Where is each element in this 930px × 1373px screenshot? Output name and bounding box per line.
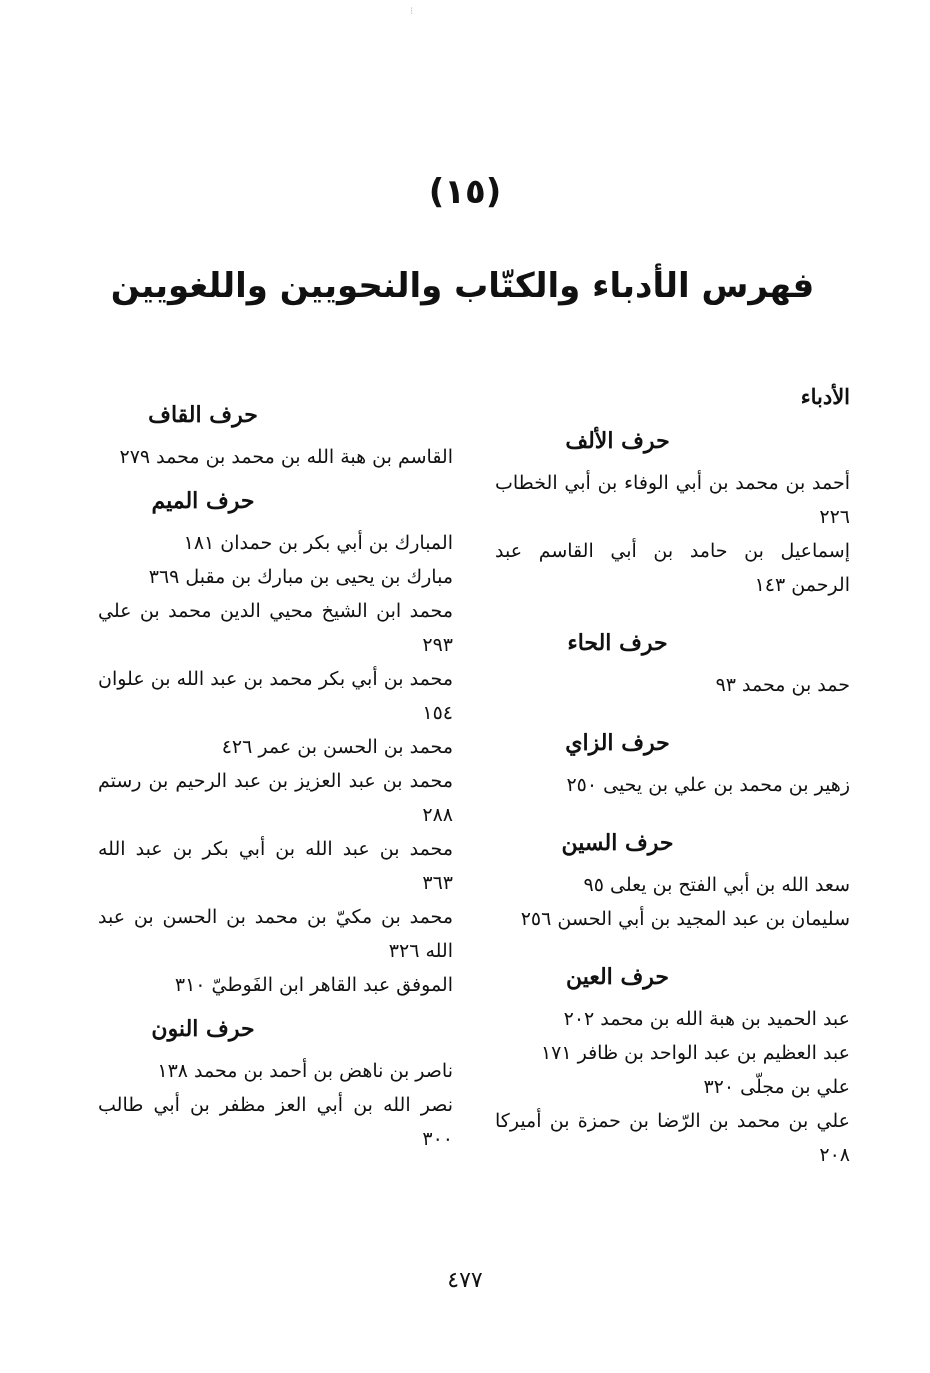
letter-group (98, 398, 453, 474)
letter-heading: حرف الألف (565, 428, 670, 454)
letter-heading: حرف العين (565, 964, 670, 990)
index-title: فهرس الأدباء والكتّاب والنحويين واللغويين (110, 266, 815, 306)
index-entry: إسماعيل بن حامد بن أبي القاسم عبد الرحمن ١٤٣ (495, 540, 850, 596)
letter-group (495, 424, 850, 602)
index-entry: محمد بن مكيّ بن محمد بن الحسن بن عبد الله ٣٢٦ (98, 906, 453, 962)
index-entry: عبد الحميد بن هبة الله بن محمد ٢٠٢ (563, 1008, 850, 1030)
letter-heading: حرف النون (151, 1016, 255, 1042)
index-entry: محمد ابن الشيخ محيي الدين محمد بن علي ٢٩٣ (98, 600, 453, 656)
letter-group (98, 484, 453, 1002)
letter-group (495, 726, 850, 802)
index-entry: محمد بن أبي بكر محمد بن عبد الله بن علوان ١٥٤ (98, 668, 453, 724)
letter-group (495, 826, 850, 936)
index-entry: عبد العظيم بن عبد الواحد بن ظافر ١٧١ (540, 1042, 850, 1064)
letter-heading: حرف الحاء (567, 630, 668, 656)
index-entry: زهير بن محمد بن علي بن يحيى ٢٥٠ (566, 774, 850, 796)
index-entry: المبارك بن أبي بكر بن حمدان ١٨١ (183, 532, 453, 554)
scan-mark: ⁝ (410, 6, 414, 17)
category-label: الأدباء (800, 384, 850, 409)
letter-group (98, 1012, 453, 1156)
index-entry: محمد بن عبد العزيز بن عبد الرحيم بن رستم ٢٨٨ (98, 770, 453, 826)
index-entry: القاسم بن هبة الله بن محمد بن محمد ٢٧٩ (119, 446, 453, 468)
letter-heading: حرف السين (561, 830, 674, 856)
letter-heading: حرف القاف (148, 402, 258, 428)
index-entry: علي بن مجلّى ٣٢٠ (703, 1076, 850, 1098)
index-entry: نصر الله بن أبي العز مظفر بن أبي طالب ٣٠٠ (98, 1094, 453, 1150)
letter-group (495, 626, 850, 702)
index-entry: أحمد بن محمد بن أبي الوفاء بن أبي الخطاب ٢٢٦ (495, 472, 850, 528)
index-entry: مبارك بن يحيى بن مبارك بن مقبل ٣٦٩ (148, 566, 453, 588)
index-entry: ناصر بن ناهض بن أحمد بن محمد ١٣٨ (157, 1060, 453, 1082)
left-column (98, 388, 453, 1156)
index-entry: محمد بن عبد الله بن أبي بكر بن عبد الله ٣٦٣ (98, 838, 453, 894)
letter-heading: حرف الميم (151, 488, 255, 514)
index-entry: الموفق عبد القاهر ابن الفَوطيّ ٣١٠ (174, 974, 453, 996)
letter-group (495, 960, 850, 1172)
index-entry: محمد بن الحسن بن عمر ٤٢٦ (221, 736, 453, 758)
index-entry: سليمان بن عبد المجيد بن أبي الحسن ٢٥٦ (520, 908, 850, 930)
letter-heading: حرف الزاي (565, 730, 670, 756)
section-number: (١٥) (428, 172, 502, 212)
index-entry: حمد بن محمد ٩٣ (715, 674, 850, 696)
index-entry: علي بن محمد بن الرّضا بن حمزة بن أميركا ٢٠٨ (495, 1110, 850, 1166)
index-entry: سعد الله بن أبي الفتح بن يعلى ٩٥ (583, 874, 850, 896)
right-column (495, 380, 850, 1172)
page-number: ٤٧٧ (447, 1268, 483, 1293)
